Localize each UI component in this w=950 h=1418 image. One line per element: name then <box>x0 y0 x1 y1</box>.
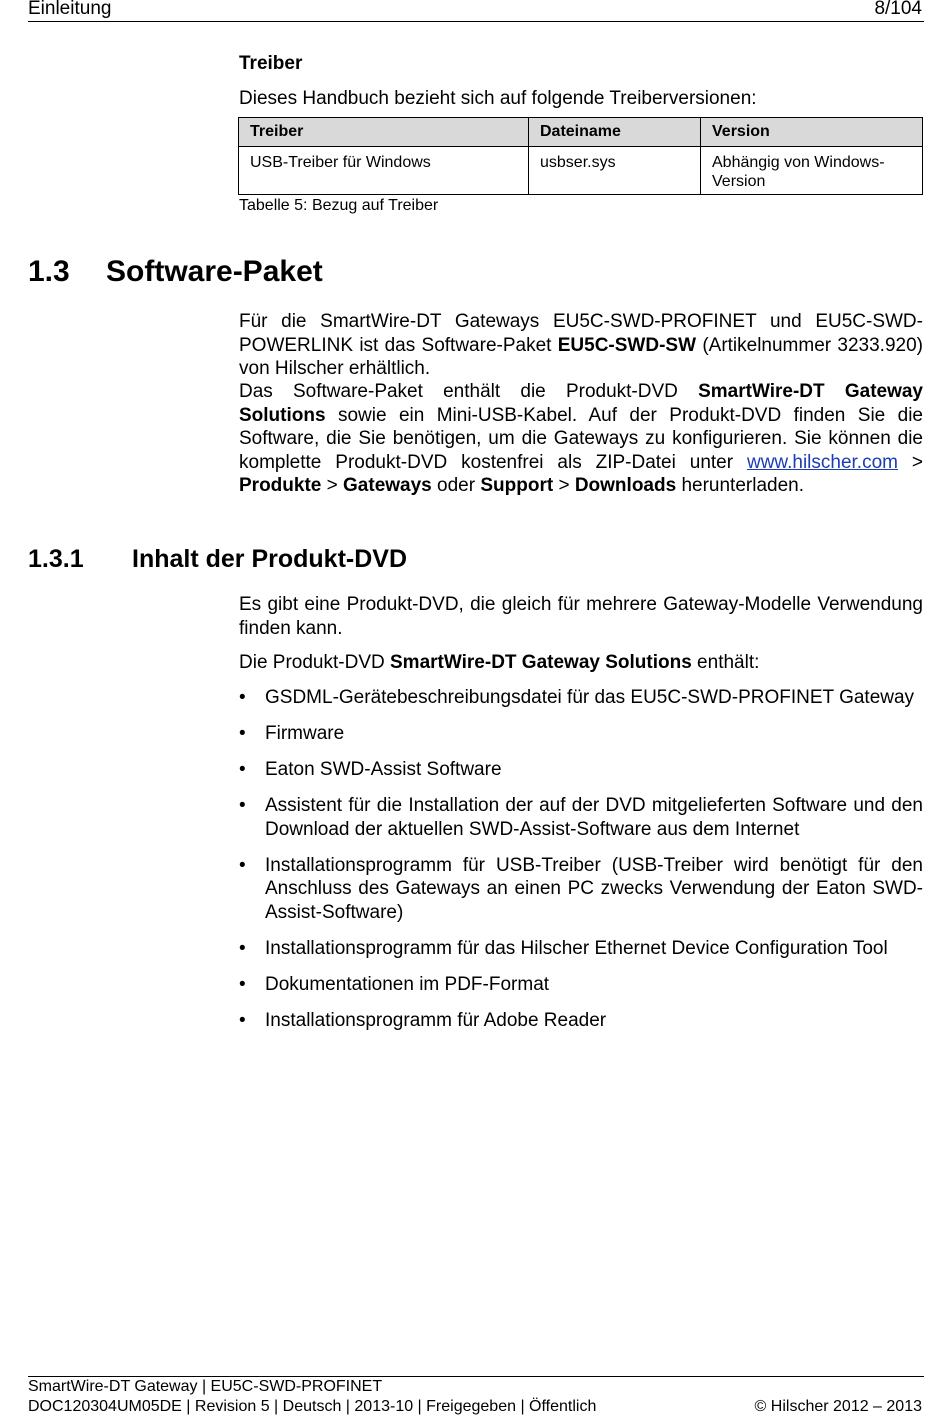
hilscher-link[interactable]: www.hilscher.com <box>746 451 898 473</box>
section-title: Inhalt der Produkt-DVD <box>132 545 408 573</box>
footer-product-line: SmartWire-DT Gateway | EU5C-SWD-PROFINET <box>28 1378 383 1395</box>
text-run: > <box>553 475 575 496</box>
text-run: > <box>321 475 344 496</box>
driver-table <box>238 117 923 195</box>
table-caption: Tabelle 5: Bezug auf Treiber <box>239 197 439 214</box>
nav-path-downloads: Downloads <box>574 475 677 496</box>
text-run: herunterladen. <box>676 475 804 496</box>
text-run: Die Produkt-DVD <box>239 652 390 673</box>
list-item: • Dokumentationen im PDF-Format <box>239 973 923 997</box>
list-item: • Firmware <box>239 722 923 746</box>
dvd-name: SmartWire-DT Gateway Solutions <box>390 652 692 673</box>
footer-divider <box>28 1376 924 1377</box>
driver-intro: Dieses Handbuch bezieht sich auf folgende Treiberversionen: <box>239 88 757 109</box>
dvd-download-paragraph <box>239 380 923 498</box>
section-number: 1.3.1 <box>28 545 84 573</box>
dvd-intro-paragraph: Es gibt eine Produkt-DVD, die gleich für mehrere Gateway-Modelle Verwendung finden kann. <box>239 594 923 639</box>
table-cell: USB-Treiber für Windows <box>239 147 529 195</box>
footer-copyright: © Hilscher 2012 – 2013 <box>754 1398 922 1415</box>
footer-document-info: DOC120304UM05DE | Revision 5 | Deutsch | 2013-10 | Freigegeben | Öffentlich <box>28 1398 597 1415</box>
dvd-contents-list <box>239 686 923 1045</box>
nav-path-produkte: Produkte <box>239 475 322 496</box>
list-item: • Eaton SWD-Assist Software <box>239 758 923 782</box>
list-item: • Installationsprogramm für USB-Treiber (USB-Treiber wird benötigt für den Anschluss des Gateways an einen PC zwecks Verwendung der Eaton SWD-Assist-Software) <box>239 854 923 925</box>
table-cell: usbser.sys <box>529 147 701 195</box>
header-divider <box>28 21 924 22</box>
list-item: • Assistent für die Installation der auf der DVD mitgelieferten Software und den Download der aktuellen SWD-Assist-Software aus dem Internet <box>239 794 923 841</box>
product-code: EU5C-SWD-SW <box>557 334 697 356</box>
section-number: 1.3 <box>28 255 70 288</box>
text-run: enthält: <box>691 652 760 673</box>
dvd-name: SmartWire-DT Gateway Solutions <box>239 381 923 426</box>
driver-heading: Treiber <box>239 53 303 74</box>
dvd-contents-intro <box>239 651 923 675</box>
nav-path-gateways: Gateways <box>343 475 432 496</box>
section-heading-1-3 <box>28 255 323 289</box>
table-header-cell: Treiber <box>239 118 529 147</box>
text-run: sowie ein Mini-USB-Kabel. Auf der Produkt-DVD finden Sie die Software, die Sie benötigen, um die Gateways zu konfigurieren. Sie können die komplette Produkt-DVD kostenfrei als ZIP-Datei unter <box>239 404 923 473</box>
table-header-cell: Dateiname <box>529 118 701 147</box>
table-cell: Abhängig von Windows-Version <box>701 147 923 195</box>
section-heading-1-3-1 <box>28 545 407 574</box>
text-run: Das Software-Paket enthält die Produkt-DVD <box>239 381 699 402</box>
section-title: Software-Paket <box>106 255 323 288</box>
list-item: • Installationsprogramm für Adobe Reader <box>239 1009 923 1033</box>
list-item: • Installationsprogramm für das Hilscher Ethernet Device Configuration Tool <box>239 937 923 961</box>
table-header-row <box>239 118 923 147</box>
text-run: Für die SmartWire-DT Gateways EU5C-SWD-PROFINET und EU5C-SWD-POWERLINK ist das Software-Paket <box>239 311 923 356</box>
software-package-paragraph <box>239 310 923 381</box>
nav-path-support: Support <box>480 475 554 496</box>
text-run: (Artikelnummer 3233.920) von Hilscher erhältlich. <box>239 334 923 379</box>
header-page-number: 8/104 <box>874 0 922 19</box>
table-row <box>239 147 923 195</box>
header-section-title: Einleitung <box>28 0 112 19</box>
text-run: oder <box>431 475 481 496</box>
text-run: > <box>897 451 923 473</box>
table-header-cell: Version <box>701 118 923 147</box>
list-item: • GSDML-Gerätebeschreibungsdatei für das EU5C-SWD-PROFINET Gateway <box>239 686 923 710</box>
